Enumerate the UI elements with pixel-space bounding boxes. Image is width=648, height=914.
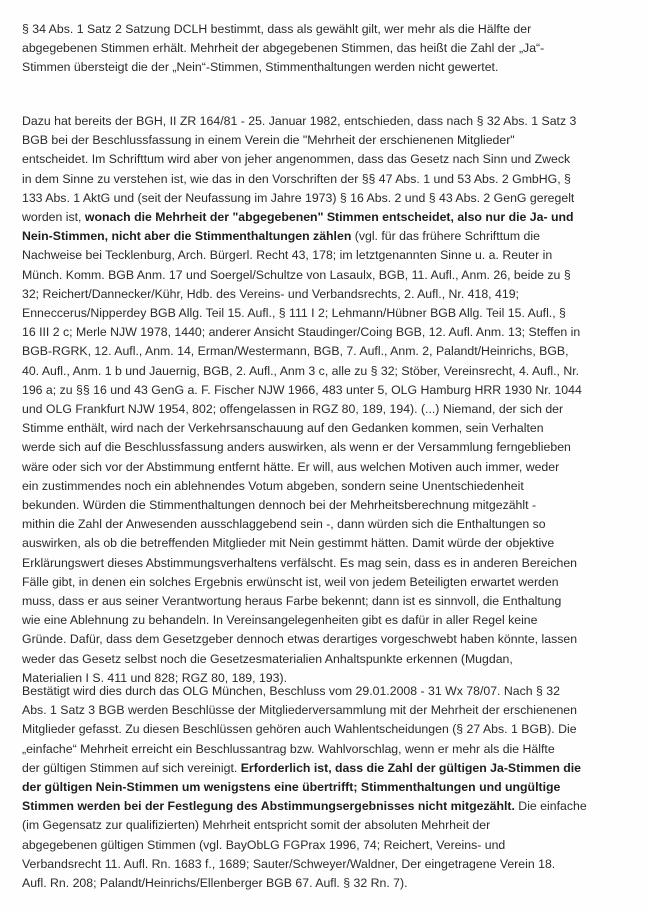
text-line xyxy=(22,797,634,816)
text-line xyxy=(22,701,634,720)
text-line xyxy=(22,630,634,649)
text-segment: Enneccerus/Nipperdey BGB Allg. Teil 15. Aufl., § 111 I 2; Lehmann/Hübner BGB Allg. Teil 15. Aufl., § xyxy=(22,306,566,321)
bold-text-segment: Stimmen werden bei der Festlegung des Abstimmungsergebnisses nicht mitgezählt. xyxy=(22,799,515,814)
text-line xyxy=(22,362,634,381)
bold-text-segment: wonach die Mehrheit der "abgegebenen" Stimmen entscheidet, also nur die Ja- und xyxy=(84,210,574,225)
text-line xyxy=(22,285,634,304)
bold-text-segment: Nein-Stimmen, nicht aber die Stimmenthaltungen zählen xyxy=(22,229,352,244)
text-segment: bekunden. Würden die Stimmenthaltungen dennoch bei der Mehrheitsberechnung mitgezählt - xyxy=(22,498,537,513)
text-line xyxy=(22,400,634,419)
text-segment: Dazu hat bereits der BGH, II ZR 164/81 - 25. Januar 1982, entschieden, dass nach § 32 Abs. 1 Satz 3 xyxy=(22,114,577,128)
text-line xyxy=(22,816,634,835)
text-line xyxy=(22,496,634,515)
text-segment: Münch. Komm. BGB Anm. 17 und Soergel/Schultze von Lasaulx, BGB, 11. Aufl., Anm. 26, beide zu § xyxy=(22,267,571,282)
text-line xyxy=(22,855,634,874)
text-segment: (im Gegensatz zur qualifizierten) Mehrheit entspricht somit der absoluten Mehrheit der xyxy=(22,818,491,833)
text-line xyxy=(22,170,634,189)
text-segment: wie eine Ablehnung zu behandeln. In Vereinsangelegenheiten gibt es dafür in aller Regel keine xyxy=(22,613,538,628)
text-segment: 32; Reichert/Dannecker/Kühr, Hdb. des Vereins- und Verbandsrechts, 2. Aufl., Nr. 418, 419; xyxy=(22,286,519,301)
text-line xyxy=(22,58,634,77)
text-segment: Aufl. Rn. 208; Palandt/Heinrichs/Ellenberger BGB 67. Aufl. § 32 Rn. 7). xyxy=(22,876,408,891)
text-segment: ein zustimmendes noch ein ablehnendes Votum abgeben, sondern seine Unentschiedenheit xyxy=(22,478,524,493)
text-line xyxy=(22,208,634,227)
text-line xyxy=(22,554,634,573)
text-segment: in dem Sinne zu verstehen ist, wie das in den Vorschriften der §§ 47 Abs. 1 und 53 Abs. 2 GmbHG, § xyxy=(22,171,571,186)
text-line xyxy=(22,381,634,400)
text-line xyxy=(22,304,634,323)
text-line xyxy=(22,740,634,759)
text-line xyxy=(22,266,634,285)
text-line xyxy=(22,131,634,150)
text-line xyxy=(22,592,634,611)
text-segment: Verbandsrecht 11. Aufl. Rn. 1683 f., 1689; Sauter/Schweyer/Waldner, Der eingetragene Verein 18. xyxy=(22,856,556,871)
text-segment: Bestätigt wird dies durch das OLG München, Beschluss vom 29.01.2008 - 31 Wx 78/07. Nach § 32 xyxy=(22,684,560,698)
text-line xyxy=(22,515,634,534)
text-line xyxy=(22,39,634,58)
text-segment: Materialien I S. 411 und 828; RGZ 80, 189, 193). xyxy=(22,670,287,685)
text-segment: entscheidet. Im Schrifttum wird aber von jeher angenommen, dass das Gesetz nach Sinn und Zweck xyxy=(22,152,571,167)
text-segment: abgegebenen gültigen Stimmen (vgl. BayObLG FGPrax 1996, 74; Reichert, Vereins- und xyxy=(22,837,506,852)
text-segment: § 34 Abs. 1 Satz 2 Satzung DCLH bestimmt, dass als gewählt gilt, wer mehr als die Hälfte der xyxy=(22,22,532,36)
text-line xyxy=(22,342,634,361)
text-segment: 16 III 2 c; Merle NJW 1978, 1440; anderer Ansicht Staudinger/Coing BGB, 12. Aufl. Anm. 13; Steffen in xyxy=(22,325,581,340)
text-segment: abgegebenen Stimmen erhält. Mehrheit der abgegebenen Stimmen, das heißt die Zahl der „Ja“- xyxy=(22,41,545,56)
text-line xyxy=(22,458,634,477)
paragraph-bgh-ruling xyxy=(22,112,634,688)
text-line xyxy=(22,20,634,39)
text-line xyxy=(22,227,634,246)
text-segment: „einfache“ Mehrheit erreicht ein Beschlussantrag bzw. Wahlvorschlag, wenn er mehr als die Hälfte xyxy=(22,741,555,756)
text-line xyxy=(22,778,634,797)
bold-text-segment: Erforderlich ist, dass die Zahl der gültigen Ja-Stimmen die xyxy=(240,760,582,775)
text-segment: und OLG Frankfurt NJW 1954, 802; offengelassen in RGZ 80, 189, 194). (...) Niemand, der sich der xyxy=(22,402,564,417)
text-line xyxy=(22,573,634,592)
text-line xyxy=(22,759,634,778)
text-line xyxy=(22,419,634,438)
text-segment: Fälle gibt, in denen ein solches Ergebnis erwünscht ist, weil von jedem Beteiligten erwartet werden xyxy=(22,574,559,589)
text-segment: BGB bei der Beschlussfassung in einem Verein die "Mehrheit der erschienenen Mitglieder" xyxy=(22,133,515,148)
text-segment: Gründe. Dafür, dass dem Gesetzgeber dennoch etwas derartiges vorgeschwebt haben könnte, lassen xyxy=(22,632,578,647)
text-line xyxy=(22,720,634,739)
text-segment: wäre oder sich vor der Abstimmung entfernt hätte. Er will, aus welchen Motiven auch immer, weder xyxy=(22,459,560,474)
text-segment: worden ist, xyxy=(22,210,85,225)
text-segment: Abs. 1 Satz 3 BGB werden Beschlüsse der Mitgliederversammlung mit der Mehrheit der erschienenen xyxy=(22,703,577,718)
text-segment: (vgl. für das frühere Schrifttum die xyxy=(351,229,540,244)
text-segment: Die einfache xyxy=(514,799,587,814)
text-segment: Stimmen übersteigt die der „Nein“-Stimmen, Stimmenthaltungen werden nicht gewertet. xyxy=(22,60,499,75)
text-segment: 40. Aufl., Anm. 1 b und Jauernig, BGB, 2. Aufl., Anm 3 c, alle zu § 32; Stöber, Vereinsrecht, 4. Aufl., Nr. xyxy=(22,363,580,378)
text-segment: Erklärungswert dieses Abstimmungsverhaltens verfälscht. Es mag sein, dass es in anderen Bereichen xyxy=(22,555,577,570)
paragraph-olg-muenchen xyxy=(22,682,634,893)
text-line xyxy=(22,836,634,855)
text-segment: Nachweise bei Tecklenburg, Arch. Bürgerl. Recht 43, 178; im letztgenannten Sinne u. a. Reuter in xyxy=(22,248,553,263)
text-line xyxy=(22,112,634,131)
text-line xyxy=(22,438,634,457)
bold-text-segment: der gültigen Nein-Stimmen um wenigstens eine übertrifft; Stimmenthaltungen und ungültige xyxy=(22,780,561,795)
text-segment: der gültigen Stimmen auf sich vereinigt. xyxy=(22,760,241,775)
text-line xyxy=(22,611,634,630)
text-segment: werde sich auf die Beschlussfassung anders auswirken, als wenn er der Versammlung ferngeblieben xyxy=(22,440,571,455)
text-segment: Stimme enthält, wird nach der Verkehrsanschauung auf den Gedanken kommen, sein Verhalten xyxy=(22,421,544,436)
text-line xyxy=(22,534,634,553)
text-line xyxy=(22,477,634,496)
text-line xyxy=(22,682,634,701)
text-line xyxy=(22,246,634,265)
text-line xyxy=(22,189,634,208)
text-line xyxy=(22,874,634,893)
text-segment: 133 Abs. 1 AktG und (seit der Neufassung im Jahre 1973) § 16 Abs. 2 und § 43 Abs. 2 GenG geregelt xyxy=(22,190,575,205)
text-line xyxy=(22,150,634,169)
text-segment: auswirken, als ob die betreffenden Mitglieder mit Nein gestimmt hätten. Damit würde der objektive xyxy=(22,536,555,551)
text-line xyxy=(22,650,634,669)
text-segment: mithin die Zahl der Anwesenden ausschlaggebend sein -, dann würden sich die Enthaltungen so xyxy=(22,517,546,532)
text-segment: 196 a; zu §§ 16 und 43 GenG a. F. Fischer NJW 1966, 483 unter 5, OLG Hamburg HRR 1930 Nr. 1044 xyxy=(22,382,582,397)
text-segment: Mitglieder gefasst. Zu diesen Beschlüssen gehören auch Wahlentscheidungen (§ 27 Abs. 1 BGB). Die xyxy=(22,722,577,737)
text-line xyxy=(22,323,634,342)
text-segment: BGB-RGRK, 12. Aufl., Anm. 14, Erman/Westermann, BGB, 7. Aufl., Anm. 2, Palandt/Heinrichs, BGB, xyxy=(22,344,569,359)
text-segment: muss, dass er aus seiner Verantwortung heraus Farbe bekennt; dann ist es sinnvoll, die Enthaltung xyxy=(22,594,562,609)
paragraph-statute xyxy=(22,20,634,78)
text-segment: weder das Gesetz selbst noch die Gesetzesmaterialien Anhaltspunkte erkennen (Mugdan, xyxy=(22,651,513,666)
